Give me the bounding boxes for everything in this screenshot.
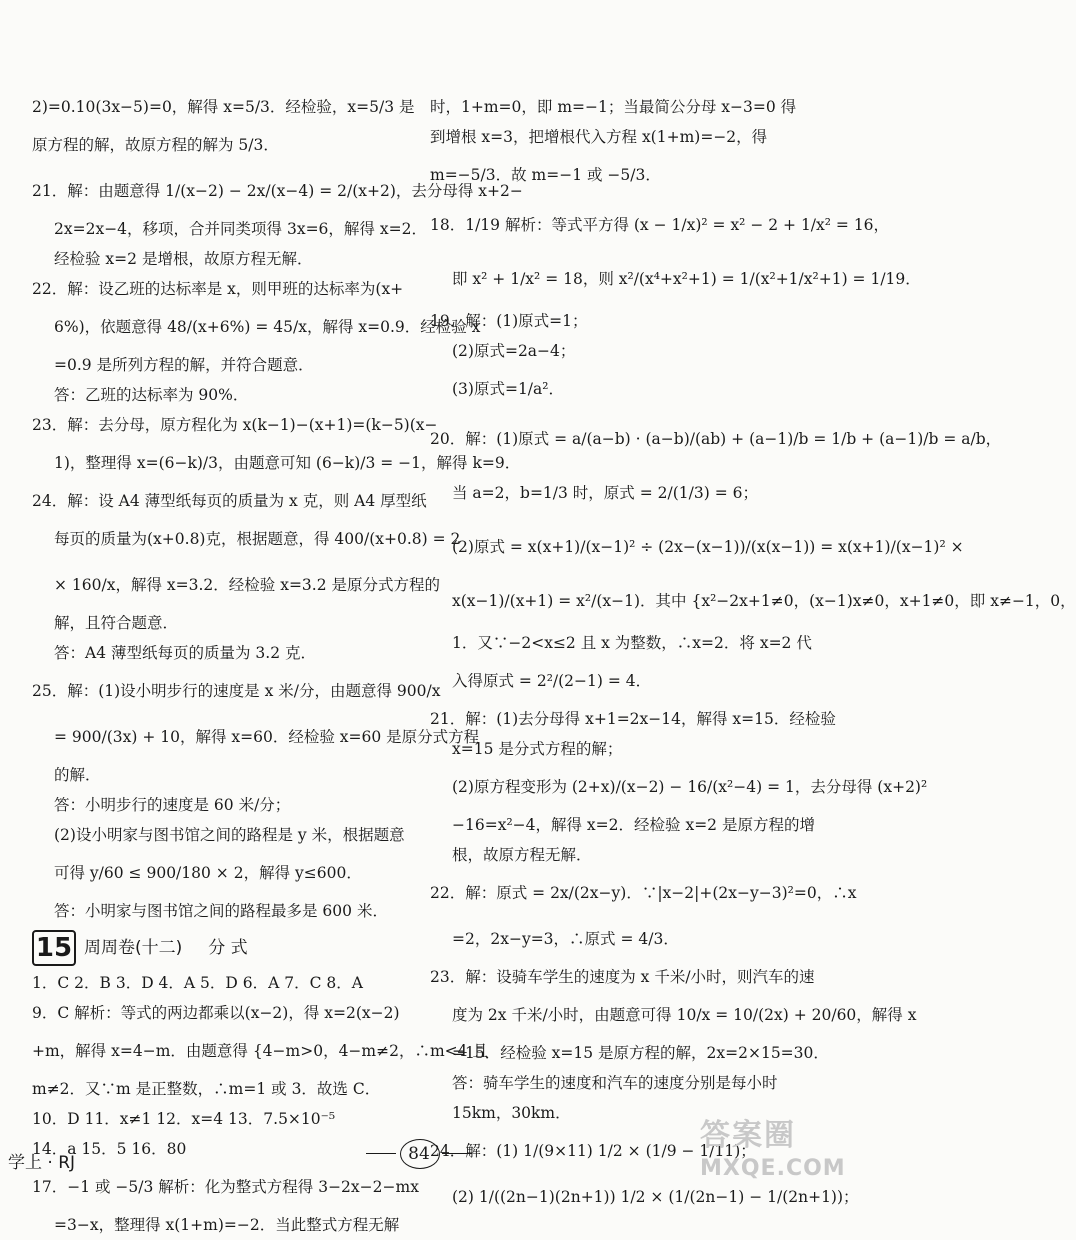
text-line: 23．解：去分母，原方程化为 x(k−1)−(x+1)=(k−5)(x−: [32, 416, 438, 434]
text-line: 时，1+m=0，即 m=−1；当最简公分母 x−3=0 得: [430, 98, 797, 116]
section-title: 周周卷(十二): [84, 938, 183, 958]
text-line: (2) 1/((2n−1)(2n+1)) 1/2 × (1/(2n−1) − 1/(2n+1))；: [452, 1188, 859, 1206]
text-line: 6%)，依题意得 48/(x+6%) = 45/x，解得 x=0.9．经检验 x: [54, 318, 481, 336]
text-line: +m，解得 x=4−m．由题意得 {4−m>0，4−m≠2，∴m<4 且: [32, 1042, 488, 1060]
text-line: 即 x² + 1/x² = 18，则 x²/(x⁴+x²+1) = 1/(x²+1/x²+1) = 1/19．: [452, 270, 921, 288]
text-line: 到增根 x=3，把增根代入方程 x(1+m)=−2，得: [430, 128, 768, 146]
text-line: 原方程的解，故原方程的解为 5/3．: [32, 136, 279, 154]
right-column: [430, 92, 1076, 1220]
text-line: 2x=2x−4，移项，合并同类项得 3x=6，解得 x=2．: [54, 220, 427, 238]
text-line: 答：骑车学生的速度和汽车的速度分别是每小时: [452, 1074, 778, 1092]
page-number-text: 84: [408, 1144, 430, 1164]
watermark-line1: 答案圈: [700, 1118, 796, 1153]
text-line: 22．解：原式 = 2x/(2x−y)．∵|x−2|+(2x−y−3)²=0，∴x: [430, 884, 857, 902]
text-line: × 160/x，解得 x=3.2．经检验 x=3.2 是原分式方程的: [54, 576, 441, 594]
text-line: x(x−1)/(x+1) = x²/(x−1)．其中 {x²−2x+1≠0，(x−1)x≠0，x+1≠0，即 x≠−1，0，: [452, 592, 1076, 610]
text-line: 1．C 2．B 3．D 4．A 5．D 6．A 7．C 8．A: [32, 974, 363, 992]
text-line: 当 a=2，b=1/3 时，原式 = 2/(1/3) = 6；: [452, 484, 758, 502]
text-line: 23．解：设骑车学生的速度为 x 千米/小时，则汽车的速: [430, 968, 815, 986]
section-number-badge: 15: [32, 930, 76, 966]
text-line: =2，2x−y=3，∴原式 = 4/3．: [452, 930, 679, 948]
section-header: [32, 930, 417, 966]
text-line: 1)，整理得 x=(6−k)/3，由题意可知 (6−k)/3 = −1，解得 k=9．: [54, 454, 521, 472]
text-line: =15．经检验 x=15 是原方程的解，2x=2×15=30．: [452, 1044, 829, 1062]
text-line: 19．解：(1)原式=1；: [430, 312, 588, 330]
text-line: m≠2．又∵m 是正整数，∴m=1 或 3．故选 C．: [32, 1080, 381, 1098]
text-line: 21．解：(1)去分母得 x+1=2x−14，解得 x=15．经检验: [430, 710, 836, 728]
text-line: (2)原方程变形为 (2+x)/(x−2) − 16/(x²−4) = 1，去分母得 (x+2)²: [452, 778, 928, 796]
text-line: 21．解：由题意得 1/(x−2) − 2x/(x−4) = 2/(x+2)，去分母得 x+2−: [32, 182, 523, 200]
text-line: 每页的质量为(x+0.8)克，根据题意，得 400/(x+0.8) = 2: [54, 530, 461, 548]
page-number: [388, 1138, 450, 1170]
text-line: (2)原式 = x(x+1)/(x−1)² ÷ (2x−(x−1))/(x(x−1)) = x(x+1)/(x−1)² ×: [452, 538, 964, 556]
text-line: −16=x²−4，解得 x=2．经检验 x=2 是原方程的增: [452, 816, 815, 834]
page-number-ornament: [442, 1153, 472, 1154]
text-line: 经检验 x=2 是增根，故原方程无解．: [54, 250, 313, 268]
text-line: 24．解：设 A4 薄型纸每页的质量为 x 克，则 A4 厚型纸: [32, 492, 427, 510]
text-line: 答：乙班的达标率为 90%．: [54, 386, 249, 404]
watermark-line2: MXQE.COM: [700, 1156, 846, 1181]
text-line: (2)原式=2a−4；: [452, 342, 576, 360]
text-line: 答：小明步行的速度是 60 米/分；: [54, 796, 291, 814]
text-line: 解，且符合题意．: [54, 614, 179, 632]
text-line: 17．−1 或 −5/3 解析：化为整式方程得 3−2x−2−mx: [32, 1178, 419, 1196]
footer-edition: 学上 · RJ: [8, 1153, 76, 1173]
text-line: 度为 2x 千米/小时，由题意可得 10/x = 10/(2x) + 20/60，解得 x: [452, 1006, 917, 1024]
text-line: x=15 是分式方程的解；: [452, 740, 623, 758]
text-line: =3−x，整理得 x(1+m)=−2．当此整式方程无解: [54, 1216, 400, 1234]
page-number-ornament: [366, 1153, 396, 1154]
text-line: 入得原式 = 2²/(2−1) = 4．: [452, 672, 652, 690]
text-line: (2)设小明家与图书馆之间的路程是 y 米，根据题意: [54, 826, 405, 844]
text-line: 20．解：(1)原式 = a/(a−b) · (a−b)/(ab) + (a−1)/b = 1/b + (a−1)/b = a/b，: [430, 430, 1002, 448]
text-line: m=−5/3．故 m=−1 或 −5/3．: [430, 166, 661, 184]
section-topic: 分 式: [208, 938, 248, 958]
text-line: 10．D 11．x≠1 12．x=4 13．7.5×10⁻⁵: [32, 1110, 336, 1128]
text-line: 根，故原方程无解．: [452, 846, 592, 864]
watermark: [700, 1110, 846, 1190]
text-line: 25．解：(1)设小明步行的速度是 x 米/分，由题意得 900/x: [32, 682, 441, 700]
text-line: 14．a 15．5 16．80: [32, 1140, 187, 1158]
text-line: 2)=0.10(3x−5)=0，解得 x=5/3．经检验，x=5/3 是: [32, 98, 415, 116]
text-line: 可得 y/60 ≤ 900/180 × 2，解得 y≤600．: [54, 864, 362, 882]
text-line: 答：小明家与图书馆之间的路程最多是 600 米．: [54, 902, 388, 920]
text-line: 15km，30km．: [452, 1104, 571, 1122]
text-line: =0.9 是所列方程的解，并符合题意．: [54, 356, 314, 374]
text-line: 1．又∵−2<x≤2 且 x 为整数，∴x=2．将 x=2 代: [452, 634, 812, 652]
text-line: 18．1/19 解析：等式平方得 (x − 1/x)² = x² − 2 + 1/x² = 16，: [430, 216, 890, 234]
text-line: = 900/(3x) + 10，解得 x=60．经检验 x=60 是原分式方程: [54, 728, 480, 746]
text-line: 的解．: [54, 766, 101, 784]
text-line: 答：A4 薄型纸每页的质量为 3.2 克．: [54, 644, 316, 662]
text-line: 24．解：(1) 1/(9×11) 1/2 × (1/9 − 1/11)；: [430, 1142, 756, 1160]
text-line: 22．解：设乙班的达标率是 x，则甲班的达标率为(x+: [32, 280, 404, 298]
text-line: 9．C 解析：等式的两边都乘以(x−2)，得 x=2(x−2): [32, 1004, 400, 1022]
text-line: (3)原式=1/a²．: [452, 380, 564, 398]
